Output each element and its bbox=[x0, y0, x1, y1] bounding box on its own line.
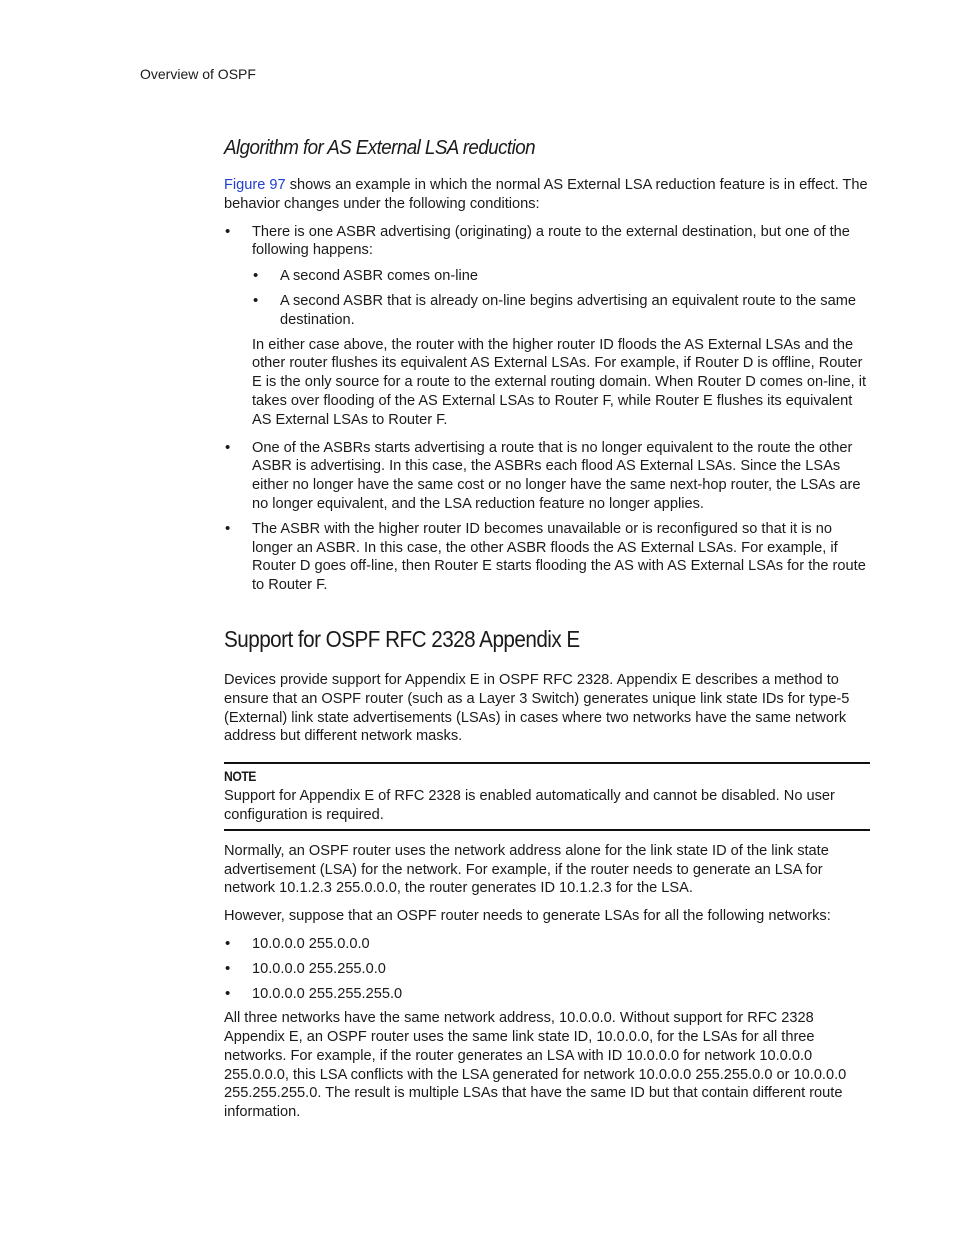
sub-item-1: • A second ASBR comes on-line bbox=[252, 267, 870, 286]
appendix-e-para-2: Normally, an OSPF router uses the network address alone for the link state ID of the link state advertisement (LSA) for the network. For example, if the router needs to generate an LSA for network 10.1.2.3 255.0.0.0, the router generates ID 10.1.2.3 for the LSA. bbox=[224, 842, 829, 897]
algorithm-heading: Algorithm for AS External LSA reduction bbox=[224, 137, 535, 159]
appendix-e-heading: Support for OSPF RFC 2328 Appendix E bbox=[224, 625, 580, 652]
network-item: • 10.0.0.0 255.255.0.0 bbox=[224, 960, 870, 979]
note-body: Support for Appendix E of RFC 2328 is enabled automatically and cannot be disabled. No user configuration is required. bbox=[224, 788, 835, 823]
either-case-paragraph: In either case above, the router with the higher router ID floods the AS External LSAs and the other router flushes its equivalent AS External LSAs. For example, if Router D is offline, Router E is the only source for a route to the external routing domain. When Router D comes on-line, it takes over flooding of the AS External LSAs to Router F, while Router E flushes its equivalent AS External LSAs to Router F. bbox=[252, 336, 867, 428]
algorithm-intro bbox=[224, 176, 870, 214]
condition-item-3: • The ASBR with the higher router ID becomes unavailable or is reconfigured so that it is no longer an ASBR. In this case, the other ASBR floods the AS External LSAs. For example, if Router D goes off-line, then Router E starts flooding the AS with AS External LSAs for the route to Router F. bbox=[224, 520, 870, 595]
condition-item-2: • One of the ASBRs starts advertising a route that is no longer equivalent to the route the other ASBR is advertising. In this case, the ASBRs each flood AS External LSAs. Since the LSAs either no longer have the same cost or no longer have the same next-hop router, the LSAs are no longer equivalent, and the LSA reduction feature no longer applies. bbox=[224, 439, 870, 514]
appendix-e-para-3: However, suppose that an OSPF router needs to generate LSAs for all the following networks: bbox=[224, 908, 831, 925]
algorithm-intro-text: shows an example in which the normal AS External LSA reduction feature is in effect. The behavior changes under the following conditions: bbox=[224, 177, 868, 212]
network-item: • 10.0.0.0 255.0.0.0 bbox=[224, 935, 870, 954]
page-content bbox=[224, 132, 870, 1131]
network-item: • 10.0.0.0 255.255.255.0 bbox=[224, 985, 870, 1004]
appendix-e-para-4: All three networks have the same network address, 10.0.0.0. Without support for RFC 2328 Appendix E, an OSPF router uses the same link state ID, 10.0.0.0, for the LSAs for all three networks. For example, if the router generates an LSA with ID 10.0.0.0 for network 10.0.0.0 255.0.0.0, this LSA conflicts with the LSA generated for network 10.0.0.0 255.255.0.0 or 10.0.0.0 255.255.255.0. The result is multiple LSAs that have the same ID but that contain different route information. bbox=[224, 1010, 847, 1121]
condition-item-1-text: • There is one ASBR advertising (originating) a route to the external destination, but one of the following happens: bbox=[252, 223, 850, 259]
sub-item-2: • A second ASBR that is already on-line begins advertising an equivalent route to the same destination. bbox=[252, 292, 870, 330]
appendix-e-para-1: Devices provide support for Appendix E in OSPF RFC 2328. Appendix E describes a method to ensure that an OSPF router (such as a Layer 3 Switch) generates unique link state IDs for type-5 (External) link state advertisements (LSAs) in cases where two networks have the same network address but different network masks. bbox=[224, 671, 850, 745]
figure-97-link[interactable]: Figure 97 bbox=[224, 177, 286, 193]
condition-list bbox=[224, 223, 870, 595]
note-box bbox=[224, 762, 870, 831]
note-title: NOTE bbox=[224, 769, 256, 785]
happens-sublist bbox=[252, 267, 870, 329]
network-list bbox=[224, 935, 870, 1003]
running-head: Overview of OSPF bbox=[140, 66, 256, 82]
condition-item-1 bbox=[224, 223, 870, 430]
